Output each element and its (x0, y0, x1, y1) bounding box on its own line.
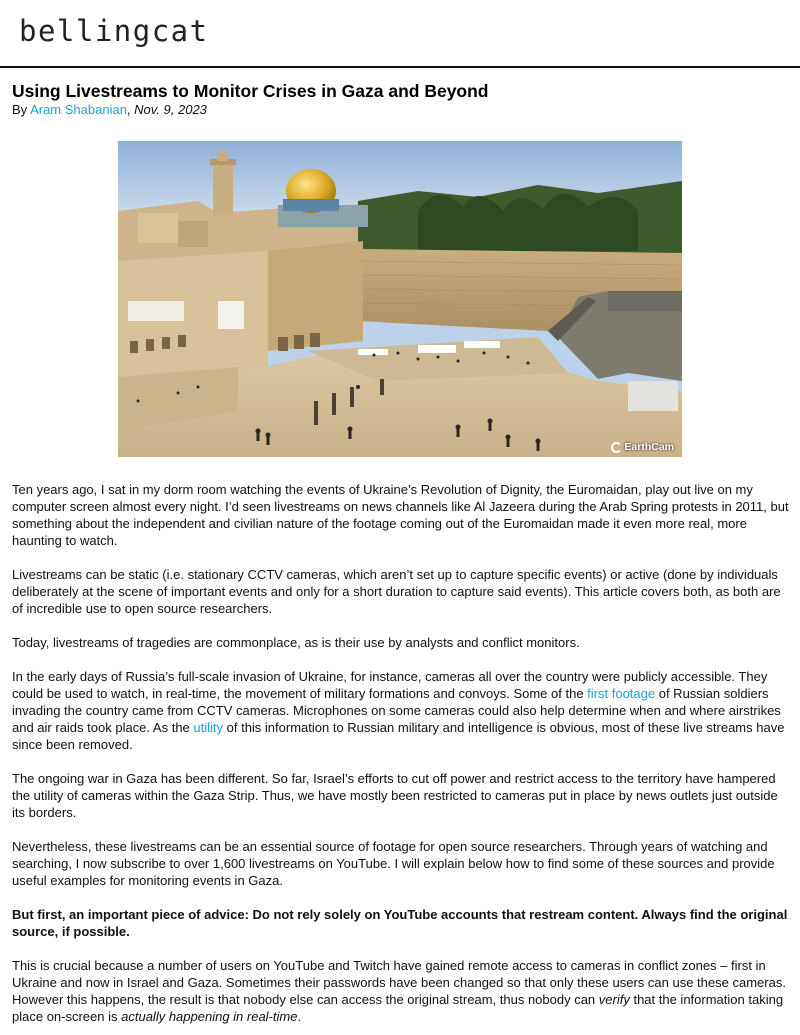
site-logo[interactable]: bellingcat (19, 14, 209, 48)
first-footage-link[interactable]: first footage (587, 686, 656, 701)
paragraph-text: that the information taking place on-screen is (12, 992, 784, 1024)
hero-image (118, 141, 682, 457)
advice-paragraph: But first, an important piece of advice: Do not rely solely on YouTube accounts that restream content. Always find the original source, if possible. (12, 907, 788, 939)
site-header (0, 0, 800, 68)
utility-link[interactable]: utility (193, 720, 224, 735)
earthcam-logo-icon (611, 442, 622, 453)
paragraph (12, 668, 792, 753)
paragraph: Nevertheless, these livestreams can be an essential source of footage for open source researchers. Through years of watching and searching, I now subscribe to over 1,600 livestreams on YouTube. I will explain below how to find some of these sources and provide useful examples for monitoring events in Gaza. (12, 839, 775, 888)
watermark-text: EarthCam (624, 441, 674, 453)
emphasis-real-time: actually happening in real-time (121, 1009, 298, 1024)
paragraph-text: This is crucial because a number of users on YouTube and Twitch have gained remote access to cameras in conflict zones – first in Ukraine and now in Israel and Gaza. Sometimes their passwords have been changed so that only these users can use these cameras. However this happens, the result is that nobody else can access the original stream, thus nobody can (12, 958, 786, 1007)
emphasis-verify: verify (598, 992, 630, 1007)
byline-separator: , (126, 102, 135, 117)
paragraph: Livestreams can be static (i.e. stationary CCTV cameras, which aren’t set up to capture specific events) or active (done by individuals deliberately at the scene of important events and only for a short duration to capture said events). This article covers both, as both are of incredible use to open source researchers. (12, 567, 781, 616)
earthcam-watermark (611, 441, 674, 453)
byline (12, 102, 792, 118)
paragraph: Ten years ago, I sat in my dorm room watching the events of Ukraine’s Revolution of Dignity, the Euromaidan, play out live on my computer screen almost every night. I’d seen livestreams on news channels like Al Jazeera during the Arab Spring protests in 2011, but something about the independent and civilian nature of the footage coming out of the Euromaidan made it even more real, more haunting to watch. (12, 482, 789, 548)
western-wall-photo (118, 141, 682, 457)
paragraph-text: In the early days of Russia’s full-scale invasion of Ukraine, for instance, cameras all over the country were publicly accessible. They could be used to watch, in real-time, the movement of military formations and convoys. Some of the (12, 669, 768, 701)
article-title: Using Livestreams to Monitor Crises in Gaza and Beyond (12, 81, 489, 101)
article-header (12, 80, 792, 118)
paragraph (12, 957, 792, 1025)
byline-prefix: By (12, 102, 31, 117)
publish-date: Nov. 9, 2023 (134, 102, 207, 117)
paragraph-text: of Russian soldiers invading the country came from CCTV cameras. Microphones on some cameras could also help determine when and where airstrikes and air raids took place. As the (12, 686, 781, 735)
author-link[interactable]: Aram Shabanian (30, 102, 127, 117)
paragraph: Today, livestreams of tragedies are commonplace, as is their use by analysts and conflict monitors. (12, 635, 580, 650)
article-body (12, 481, 792, 1035)
paragraph-text: of this information to Russian military and intelligence is obvious, most of these live streams have since been removed. (12, 720, 785, 752)
paragraph: The ongoing war in Gaza has been different. So far, Israel’s efforts to cut off power and restrict access to the territory have hampered the utility of cameras within the Gaza Strip. Thus, we have mostly been restricted to cameras put in place by news outlets just outside its borders. (12, 771, 778, 820)
paragraph-text: . (297, 1009, 302, 1024)
